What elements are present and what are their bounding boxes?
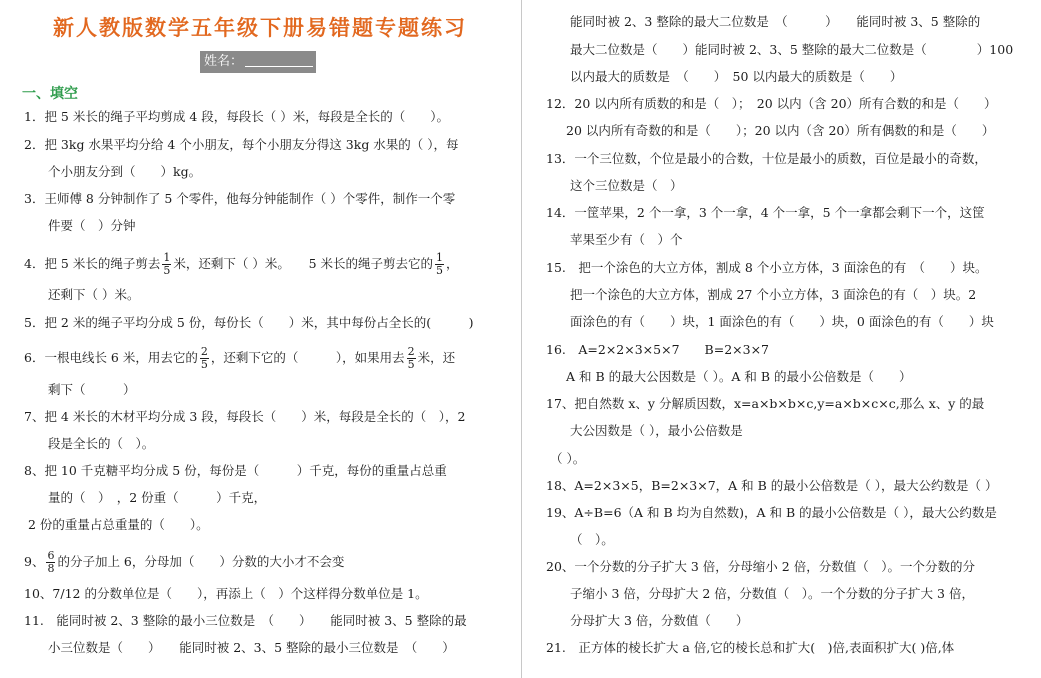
- question-2-line-2: 个小朋友分到（ ）kg。: [48, 164, 202, 179]
- question-11-line-4: 最大二位数是（ ）能同时被 2、3、5 整除的最大二位数是（ ）100: [570, 42, 1014, 57]
- question-17-line-2: 大公因数是（ ），最小公倍数是: [570, 423, 743, 438]
- question-16-line-2: A 和 B 的最大公因数是（ ）。A 和 B 的最小公倍数是（ ）: [566, 369, 912, 384]
- question-9: [24, 550, 344, 575]
- question-12-line-1: 12．20 以内所有质数的和是（ ）； 20 以内（含 20）所有合数的和是（ ）: [546, 96, 997, 111]
- question-7-line-2: 段是全长的（ ）。: [48, 436, 155, 451]
- question-19-line-2: （ ）。: [570, 532, 614, 547]
- question-9-text: 的分子加上 6，分母加（ ）分数的大小才不会变: [57, 554, 345, 569]
- question-11-line-3: 能同时被 2、3 整除的最大二位数是 （ ） 能同时被 3、5 整除的: [570, 14, 981, 29]
- fraction-six-eighths: $\frac{6}{8}$: [47, 549, 55, 575]
- question-2-line-1: 2．把 3kg 水果平均分给 4 个小朋友，每个小朋友分得这 3kg 水果的（ ），每: [24, 137, 459, 152]
- question-19-line-1: 19、A÷B=6（A 和 B 均为自然数)，A 和 B 的最小公倍数是（ ），最大公约数是: [546, 505, 997, 520]
- question-3-line-1: 3．王师傅 8 分钟制作了 5 个零件，他每分钟能制作（ ）个零件，制作一个零: [24, 191, 456, 206]
- fraction-two-fifths: $\frac{2}{5}$: [407, 345, 415, 371]
- name-blank[interactable]: [245, 51, 313, 67]
- question-7-line-1: 7、把 4 米长的木材平均分成 3 段，每段长（ ）米，每段是全长的（ ），2: [24, 409, 466, 424]
- question-15-line-3: 面涂色的有（ ）块，1 面涂色的有（ ）块，0 面涂色的有（ ）块: [570, 314, 994, 329]
- question-6-text-a: 6．一根电线长 6 米，用去它的: [24, 350, 198, 365]
- question-13-line-2: 这个三位数是（ ）: [570, 178, 683, 193]
- question-4-text-b: 米，还剩下（ ）米。 5 米长的绳子剪去它的: [173, 256, 434, 271]
- question-14-line-1: 14．一筐苹果，2 个一拿，3 个一拿，4 个一拿，5 个一拿都会剩下一个，这筐: [546, 205, 985, 220]
- question-20-line-1: 20、一个分数的分子扩大 3 倍，分母缩小 2 倍，分数值（ ）。一个分数的分: [546, 559, 975, 574]
- question-6-line-1: [24, 346, 455, 371]
- question-5: 5．把 2 米的绳子平均分成 5 份，每份长（ ）米，其中每份占全长的( ): [24, 315, 474, 330]
- question-6-text-b: ，还剩下它的（ ），如果用去: [210, 350, 405, 365]
- question-18: 18、A=2×3×5，B=2×3×7，A 和 B 的最小公倍数是（ ），最大公约数是（ ）: [546, 478, 998, 493]
- fraction-two-fifths: $\frac{2}{5}$: [200, 345, 208, 371]
- question-14-line-2: 苹果至少有（ ）个: [570, 232, 683, 247]
- question-4-line-2: 还剩下（ ）米。: [48, 287, 140, 302]
- question-11-line-1: 11. 能同时被 2、3 整除的最小三位数是 （ ） 能同时被 3、5 整除的最: [24, 613, 467, 628]
- name-field[interactable]: [200, 51, 316, 73]
- question-8-line-3: 2 份的重量占总重量的（ ）。: [28, 517, 209, 532]
- question-6-line-2: 剩下（ ）: [48, 382, 136, 397]
- question-8-line-1: 8、把 10 千克糖平均分成 5 份，每份是（ ）千克，每份的重量占总重: [24, 463, 447, 478]
- question-11-line-2: 小三位数是（ ） 能同时被 2、3、5 整除的最小三位数是 （ ）: [48, 640, 455, 655]
- question-21: 21. 正方体的棱长扩大 a 倍,它的棱长总和扩大( )倍,表面积扩大( )倍,体: [546, 640, 955, 655]
- question-13-line-1: 13．一个三位数，个位是最小的合数，十位是最小的质数，百位是最小的奇数，: [546, 151, 987, 166]
- question-20-line-2: 子缩小 3 倍，分母扩大 2 倍，分数值（ ）。一个分数的分子扩大 3 倍，: [570, 586, 974, 601]
- question-17-line-1: 17、把自然数 x、y 分解质因数，x=a×b×b×c,y=a×b×c×c,那么 x、y 的最: [546, 396, 985, 411]
- section-heading: 一、填空: [22, 86, 78, 102]
- question-1: 1．把 5 米长的绳子平均剪成 4 段，每段长（ ）米，每段是全长的（ ）。: [24, 109, 449, 124]
- question-16-line-1: 16. A=2×2×3×5×7 B=2×3×7: [546, 342, 770, 357]
- question-12-line-2: 20 以内所有奇数的和是（ ）；20 以内（含 20）所有偶数的和是（ ）: [566, 123, 995, 138]
- question-4-line-1: [24, 252, 459, 277]
- question-6-text-c: 米，还: [417, 350, 456, 365]
- column-divider: [521, 0, 522, 678]
- name-label: 姓名：: [204, 54, 244, 69]
- question-17-line-3: （ ）。: [550, 451, 586, 466]
- question-4-text-c: ，: [446, 256, 459, 271]
- question-4-text-a: 4．把 5 米长的绳子剪去: [24, 256, 161, 271]
- fraction-one-fifth: $\frac{1}{5}$: [436, 251, 444, 277]
- question-3-line-2: 件要（ ）分钟: [48, 218, 136, 233]
- question-10: 10、7/12 的分数单位是（ ），再添上（ ）个这样得分数单位是 1。: [24, 586, 428, 601]
- question-9-number: 9、: [24, 554, 45, 569]
- question-20-line-3: 分母扩大 3 倍，分数值（ ）: [570, 613, 749, 628]
- question-8-line-2: 量的（ ） ，2 份重（ ）千克，: [48, 490, 267, 505]
- question-15-line-2: 把一个涂色的大立方体，割成 27 个小立方体，3 面涂色的有（ ）块。2: [570, 287, 977, 302]
- worksheet-title: 新人教版数学五年级下册易错题专题练习: [53, 16, 467, 40]
- question-15-line-1: 15. 把一个涂色的大立方体，割成 8 个小立方体，3 面涂色的有 （ ）块。: [546, 260, 988, 275]
- fraction-one-fifth: $\frac{1}{5}$: [163, 251, 171, 277]
- question-11-line-5: 以内最大的质数是 （ ） 50 以内最大的质数是（ ）: [570, 69, 903, 84]
